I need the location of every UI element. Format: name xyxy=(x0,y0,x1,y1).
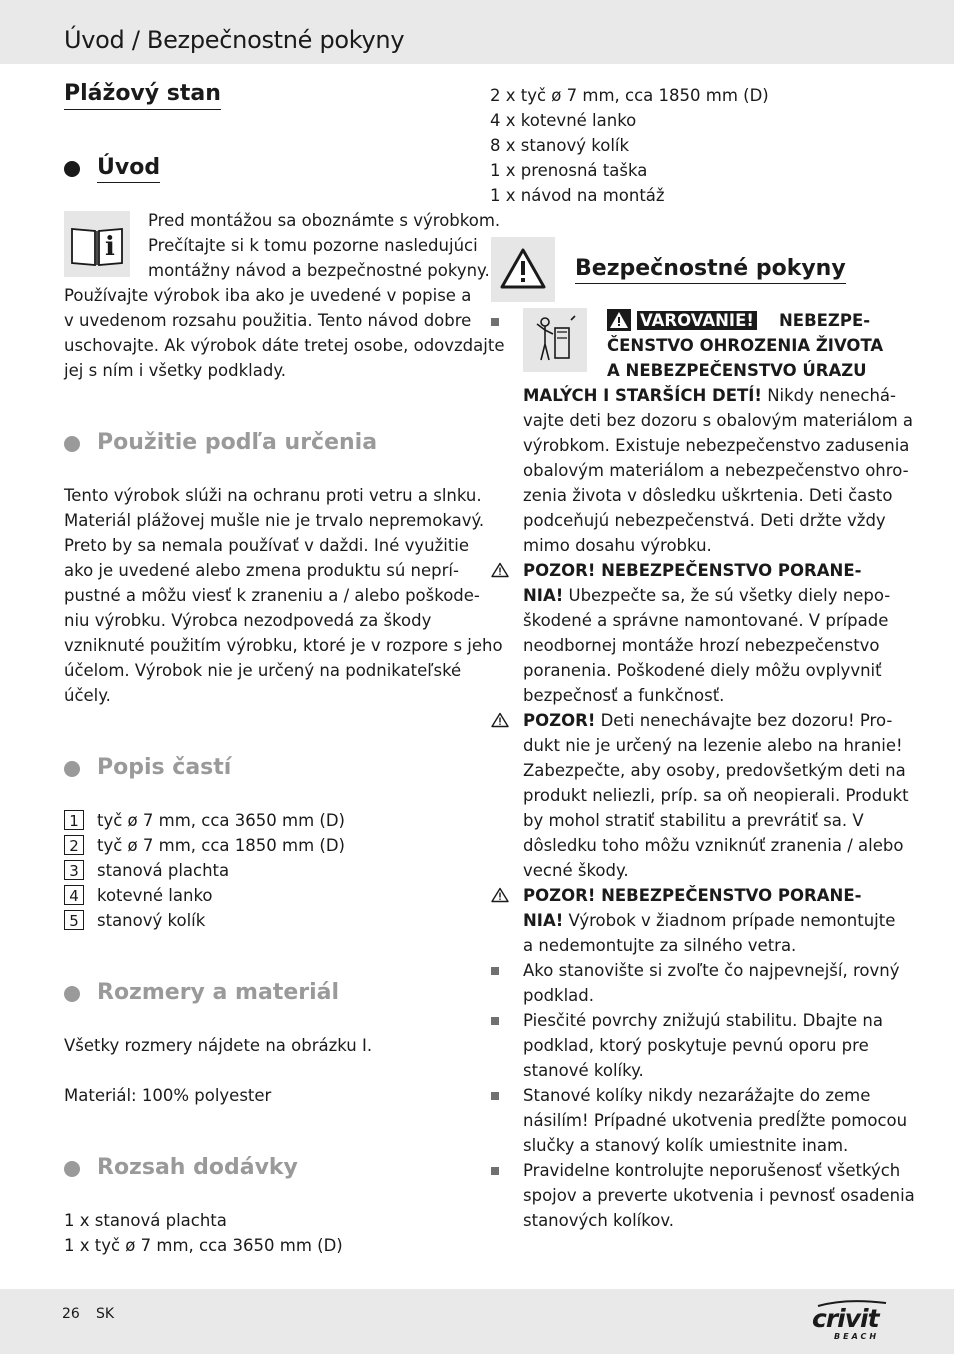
caution-text-line: a nedemontujte za silného vetra. xyxy=(523,936,797,955)
caution-text-line: neodbornej montáže hrozí nebezpečenstvo xyxy=(523,636,880,655)
part-text: tyč ø 7 mm, cca 3650 mm (D) xyxy=(97,811,345,830)
section-heading-intro: Úvod xyxy=(97,154,160,183)
bullet-text-line: stanových kolíkov. xyxy=(523,1211,675,1230)
part-number: 3 xyxy=(64,860,84,880)
caution-text-line: by mohol stratiť stabilitu a prevrátiť sa. V xyxy=(523,811,864,830)
part-text: kotevné lanko xyxy=(97,886,213,905)
warning-label: VAROVANIE! xyxy=(637,311,757,330)
caution-text-line xyxy=(523,583,890,608)
bullet-text-line: stanové kolíky. xyxy=(523,1061,644,1080)
bullet-text-line: podklad, ktorý poskytuje pevnú oporu pre xyxy=(523,1036,869,1055)
caution-triangle-icon xyxy=(491,712,509,728)
product-title: Plážový stan xyxy=(64,80,221,110)
delivery-line: 1 x tyč ø 7 mm, cca 3650 mm (D) xyxy=(64,1236,343,1255)
warning-text-line: podceňujú nebezpečenstvá. Deti držte vždy xyxy=(523,511,886,530)
warning-text-line: obalovým materiálom a nebezpečenstvo ohro- xyxy=(523,461,909,480)
list-bullet-icon xyxy=(491,1017,499,1025)
delivery-line: 8 x stanový kolík xyxy=(490,136,630,155)
intro-line: Používajte výrobok iba ako je uvedené v popise a xyxy=(64,286,472,305)
logo-subtext: BEACH xyxy=(834,1332,880,1341)
caution-text: Ubezpečte sa, že sú všetky diely nepo- xyxy=(563,586,891,605)
section-bullet-icon xyxy=(64,161,80,177)
part-number: 1 xyxy=(64,810,84,830)
intro-line: montážny návod a bezpečnostné pokyny. xyxy=(148,261,490,280)
warning-badge-icon xyxy=(607,309,631,331)
caution-text-line: poranenia. Poškodené diely môžu ovplyvniť xyxy=(523,661,882,680)
list-bullet-icon xyxy=(491,1092,499,1100)
bullet-text-line: podklad. xyxy=(523,986,595,1005)
delivery-line: 1 x stanová plachta xyxy=(64,1211,227,1230)
intro-line: Pred montážou sa oboznámte s výrobkom. xyxy=(148,211,501,230)
caution-text-line: dukt nie je určený na lezenie alebo na hranie! xyxy=(523,736,903,755)
section-heading-delivery: Rozsah dodávky xyxy=(97,1155,298,1180)
usage-line: Materiál plážovej mušle nie je trvalo nepremokavý. xyxy=(64,511,485,530)
bullet-text-line: násilím! Prípadné ukotvenia predĺžte pomocou xyxy=(523,1111,908,1130)
section-bullet-icon xyxy=(64,436,80,452)
section-bullet-icon xyxy=(64,761,80,777)
language-code: SK xyxy=(96,1306,115,1322)
crivit-logo xyxy=(812,1300,892,1342)
warning-text: Nikdy nenechá- xyxy=(761,386,896,405)
caution-triangle-icon xyxy=(491,887,509,903)
logo-text: crivit xyxy=(812,1304,879,1333)
part-number: 2 xyxy=(64,835,84,855)
usage-line: ako je uvedené alebo zmena produktu sú neprí- xyxy=(64,561,459,580)
section-heading-dimensions: Rozmery a materiál xyxy=(97,980,340,1005)
intro-line: v uvedenom rozsahu použitia. Tento návod dobre xyxy=(64,311,472,330)
delivery-line: 4 x kotevné lanko xyxy=(490,111,637,130)
intro-line: jej s ním i všetky podklady. xyxy=(64,361,286,380)
section-bullet-icon xyxy=(64,986,80,1002)
caution-text-line xyxy=(523,908,895,933)
caution-text-bold: POZOR! NEBEZPEČENSTVO PORANE- xyxy=(523,561,862,580)
caution-text-bold: POZOR! xyxy=(523,711,596,730)
warning-text-bold: MALÝCH I STARŠÍCH DETÍ! xyxy=(523,386,762,405)
caution-triangle-icon xyxy=(491,562,509,578)
usage-line: Preto by sa nemala používať v daždi. Iné využitie xyxy=(64,536,470,555)
section-heading-usage: Použitie podľa určenia xyxy=(97,430,378,455)
usage-line: účelom. Výrobok nie je určený na podnikateľské xyxy=(64,661,462,680)
warning-text-bold: ČENSTVO OHROZENIA ŽIVOTA xyxy=(607,336,884,355)
caution-text-line: vecné škody. xyxy=(523,861,629,880)
delivery-line: 2 x tyč ø 7 mm, cca 1850 mm (D) xyxy=(490,86,769,105)
caution-text-line: Zabezpečte, aby osoby, predovšetkým deti na xyxy=(523,761,906,780)
bullet-text-line: spojov a preverte ukotvenia i pevnosť osadenia xyxy=(523,1186,915,1205)
caution-text-line: dôsledku toho môžu vzniknúť zranenia / alebo xyxy=(523,836,904,855)
caution-text: Výrobok v žiadnom prípade nemontujte xyxy=(563,911,896,930)
intro-line: uschovajte. Ak výrobok dáte tretej osobe, odovzdajte xyxy=(64,336,505,355)
part-number: 4 xyxy=(64,885,84,905)
list-bullet-icon xyxy=(491,318,499,326)
list-bullet-icon xyxy=(491,967,499,975)
page-number: 26 xyxy=(62,1306,80,1322)
child-packaging-icon xyxy=(523,308,587,372)
warning-triangle-icon xyxy=(491,237,555,302)
warning-text-bold: NEBEZPE- xyxy=(779,311,871,330)
usage-line: vzniknuté použitím výrobku, ktoré je v rozpore s jeho xyxy=(64,636,503,655)
section-heading-safety: Bezpečnostné pokyny xyxy=(575,255,846,284)
footer-band xyxy=(0,1289,954,1354)
warning-text-line: vajte deti bez dozoru s obalovým materiálom a xyxy=(523,411,914,430)
delivery-line: 1 x návod na montáž xyxy=(490,186,665,205)
info-book-icon xyxy=(64,211,130,277)
material-line: Materiál: 100% polyester xyxy=(64,1086,272,1105)
part-text: stanová plachta xyxy=(97,861,230,880)
delivery-line: 1 x prenosná taška xyxy=(490,161,648,180)
caution-text: Deti nenechávajte bez dozoru! Pro- xyxy=(595,711,893,730)
caution-text-line: bezpečnosť a funkčnosť. xyxy=(523,686,725,705)
warning-text-bold: A NEBEZPEČENSTVO ÚRAZU xyxy=(607,361,867,380)
caution-text-bold: NIA! xyxy=(523,586,564,605)
caution-text-bold: POZOR! NEBEZPEČENSTVO PORANE- xyxy=(523,886,862,905)
bullet-text-line: Ako stanovište si zvoľte čo najpevnejší, rovný xyxy=(523,961,900,980)
usage-line: Tento výrobok slúži na ochranu proti vetru a slnku. xyxy=(64,486,482,505)
warning-text-line xyxy=(523,383,896,408)
warning-text-line: výrobkom. Existuje nebezpečenstvo zadusenia xyxy=(523,436,910,455)
part-text: tyč ø 7 mm, cca 1850 mm (D) xyxy=(97,836,345,855)
page-header-title: Úvod / Bezpečnostné pokyny xyxy=(64,26,405,54)
warning-text-line: zenia života v dôsledku uškrtenia. Deti často xyxy=(523,486,893,505)
dimensions-line: Všetky rozmery nájdete na obrázku I. xyxy=(64,1036,373,1055)
usage-line: účely. xyxy=(64,686,111,705)
warning-text-line: mimo dosahu výrobku. xyxy=(523,536,712,555)
caution-text-line xyxy=(523,708,892,733)
caution-text-line: škodené a správne namontované. V prípade xyxy=(523,611,889,630)
bullet-text-line: Stanové kolíky nikdy nezarážajte do zeme xyxy=(523,1086,871,1105)
part-text: stanový kolík xyxy=(97,911,206,930)
bullet-text-line: Pravidelne kontrolujte neporušenosť všetkých xyxy=(523,1161,901,1180)
bullet-text-line: slučky a stanový kolík umiestnite inam. xyxy=(523,1136,849,1155)
svg-text:i: i xyxy=(105,232,115,262)
section-bullet-icon xyxy=(64,1161,80,1177)
usage-line: pustné a môžu viesť k zraneniu a / alebo poškode- xyxy=(64,586,480,605)
caution-text-line: produkt neliezli, príp. sa oň neopierali. Produkt xyxy=(523,786,909,805)
caution-text-bold: NIA! xyxy=(523,911,564,930)
list-bullet-icon xyxy=(491,1167,499,1175)
part-number: 5 xyxy=(64,910,84,930)
section-heading-parts: Popis častí xyxy=(97,755,232,780)
usage-line: niu výrobku. Výrobca nezodpovedá za škody xyxy=(64,611,432,630)
intro-line: Prečítajte si k tomu pozorne nasledujúci xyxy=(148,236,478,255)
bullet-text-line: Piesčité povrchy znižujú stabilitu. Dbajte na xyxy=(523,1011,883,1030)
